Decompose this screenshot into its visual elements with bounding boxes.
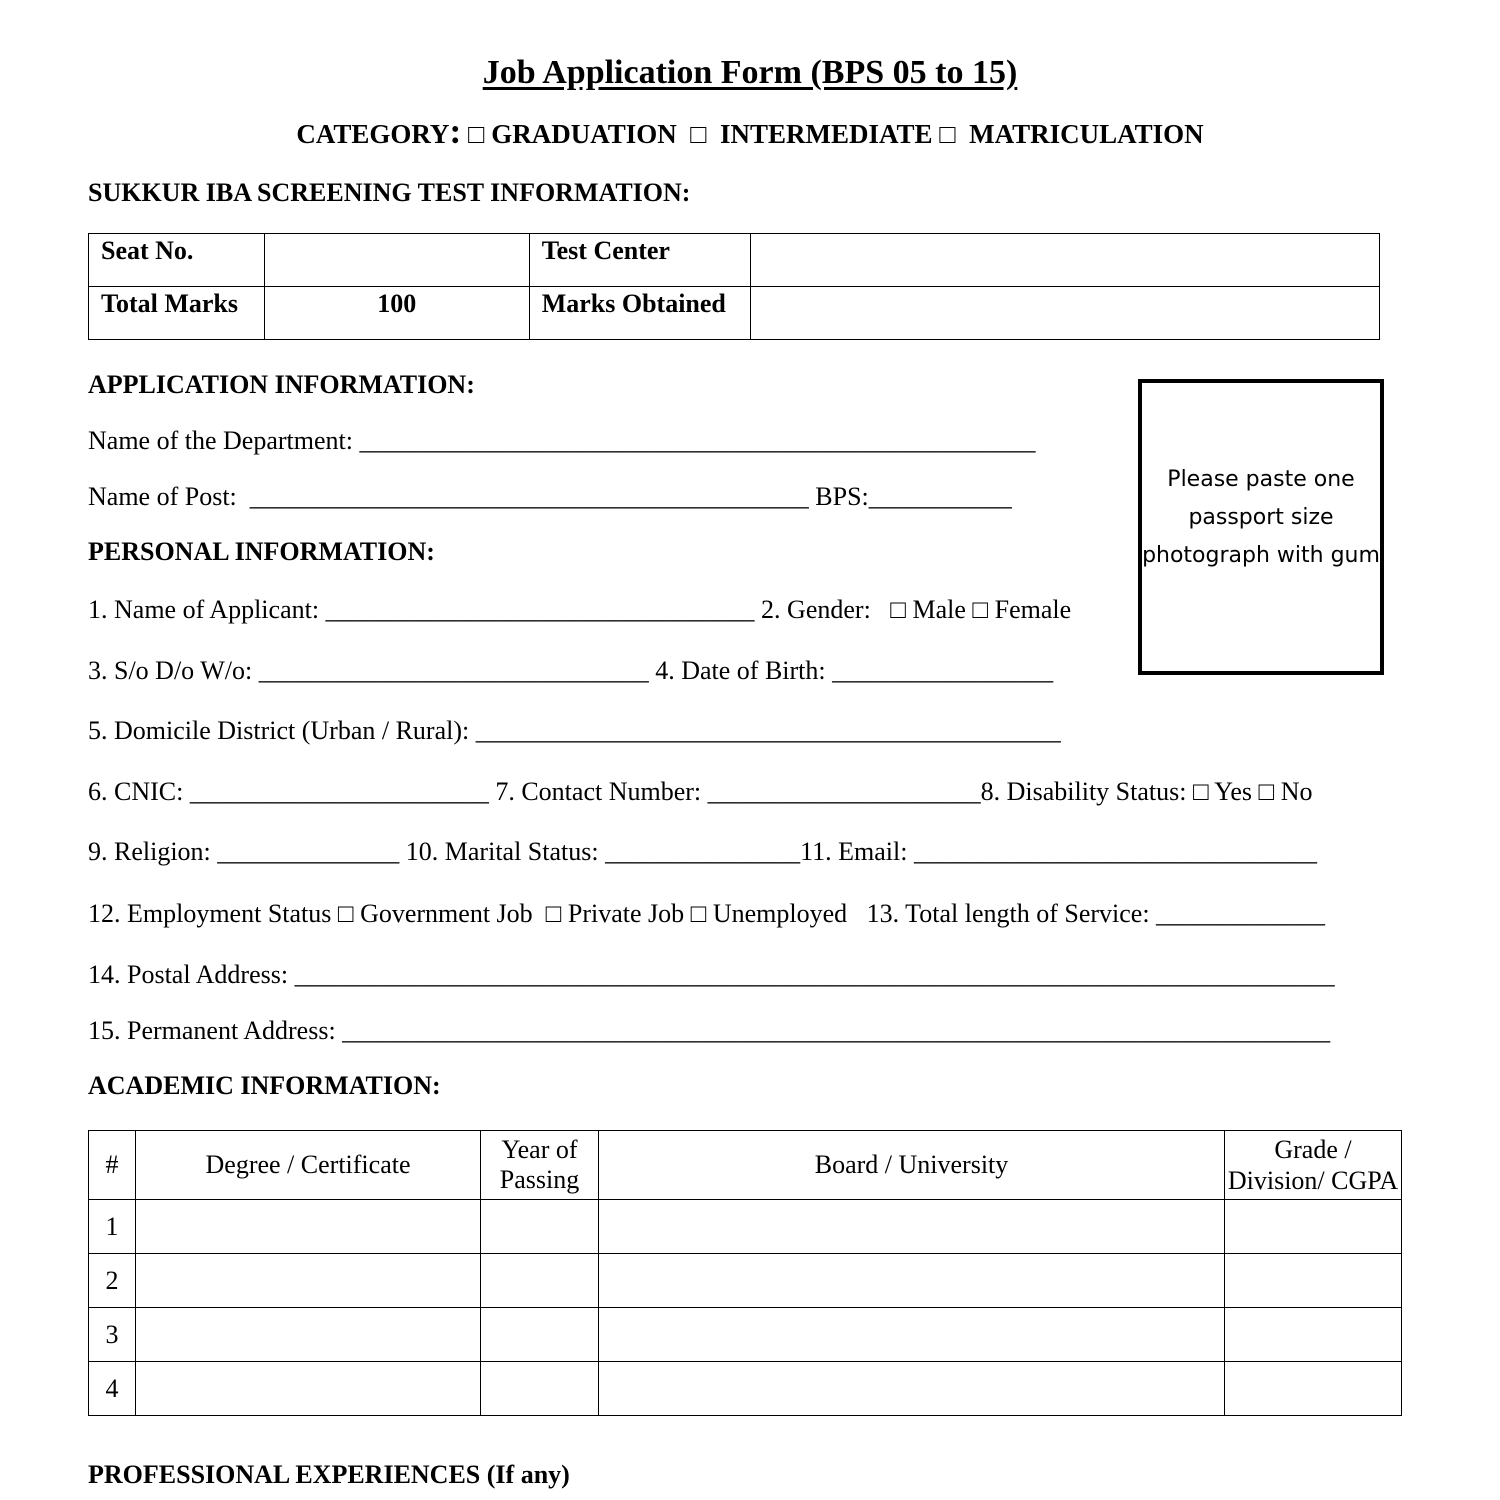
employment-service-line[interactable]: 12. Employment Status □ Government Job □ Private Job □ Unemployed 13. Total length of Service: _____________ — [88, 899, 1326, 928]
professional-experience-heading: PROFESSIONAL EXPERIENCES (If any) — [88, 1460, 570, 1489]
relation-dob-line[interactable]: 3. S/o D/o W/o: ______________________________ 4. Date of Birth: _________________ — [88, 656, 1054, 685]
test-info-heading: SUKKUR IBA SCREENING TEST INFORMATION: — [88, 178, 691, 207]
column-header — [1225, 1131, 1402, 1200]
year-cell[interactable] — [481, 1254, 599, 1308]
marks-obtained-label: Marks Obtained — [529, 287, 750, 340]
category-label: CATEGORY — [296, 119, 450, 149]
marks-obtained-field[interactable] — [750, 287, 1379, 340]
test-info-table — [88, 233, 1380, 340]
column-header: Year of Passing — [481, 1131, 599, 1200]
grade-cell[interactable] — [1225, 1308, 1402, 1362]
photo-instruction: Please paste one passport size photograph with gum — [1142, 467, 1380, 568]
board-cell[interactable] — [599, 1362, 1225, 1416]
degree-cell[interactable] — [136, 1308, 481, 1362]
row-number: 3 — [89, 1308, 136, 1362]
total-marks-value: 100 — [264, 287, 529, 340]
board-cell[interactable] — [599, 1254, 1225, 1308]
board-cell[interactable] — [599, 1200, 1225, 1254]
category-option-graduation: GRADUATION — [491, 119, 677, 149]
category-option-intermediate: INTERMEDIATE — [720, 119, 933, 149]
seat-no-field[interactable] — [264, 234, 529, 287]
column-header: # — [89, 1131, 136, 1200]
table-row — [89, 1362, 1402, 1416]
application-info-heading: APPLICATION INFORMATION: — [88, 370, 475, 399]
column-header: Board / University — [599, 1131, 1225, 1200]
applicant-name-gender-line[interactable]: 1. Name of Applicant: _________________________________ 2. Gender: □ Male □ Female — [88, 595, 1072, 624]
academic-table — [88, 1130, 1402, 1416]
post-field[interactable]: Name of Post: ___________________________________________ BPS:___________ — [88, 482, 1012, 511]
category-line — [0, 110, 1500, 152]
page-title: Job Application Form (BPS 05 to 15) — [482, 54, 1018, 91]
religion-marital-email-line[interactable]: 9. Religion: ______________ 10. Marital Status: _______________11. Email: _______________________________ — [88, 837, 1317, 866]
photo-box — [1138, 379, 1384, 675]
postal-address-line[interactable]: 14. Postal Address: ________________________________________________________________________________ — [88, 960, 1335, 989]
table-row — [89, 1200, 1402, 1254]
row-number: 1 — [89, 1200, 136, 1254]
grade-cell[interactable] — [1225, 1254, 1402, 1308]
matriculation-checkbox[interactable]: □ — [939, 119, 956, 149]
department-field[interactable]: Name of the Department: ____________________________________________________ — [88, 426, 1036, 455]
table-row — [89, 1308, 1402, 1362]
category-option-matriculation: MATRICULATION — [969, 119, 1204, 149]
year-cell[interactable] — [481, 1200, 599, 1254]
column-header: Degree / Certificate — [136, 1131, 481, 1200]
academic-info-heading: ACADEMIC INFORMATION: — [88, 1071, 441, 1100]
degree-cell[interactable] — [136, 1200, 481, 1254]
grade-cell[interactable] — [1225, 1200, 1402, 1254]
grade-cell[interactable] — [1225, 1362, 1402, 1416]
test-center-field[interactable] — [750, 234, 1379, 287]
year-cell[interactable] — [481, 1362, 599, 1416]
total-marks-label: Total Marks — [89, 287, 265, 340]
degree-cell[interactable] — [136, 1362, 481, 1416]
permanent-address-line[interactable]: 15. Permanent Address: ____________________________________________________________________________ — [88, 1016, 1331, 1045]
test-center-label: Test Center — [529, 234, 750, 287]
table-row — [89, 1254, 1402, 1308]
seat-no-label: Seat No. — [89, 234, 265, 287]
board-cell[interactable] — [599, 1308, 1225, 1362]
grade-header-text: Grade / Division/ CGPA — [1227, 1135, 1399, 1195]
category-colon: : — [449, 111, 462, 151]
year-cell[interactable] — [481, 1308, 599, 1362]
cnic-contact-disability-line[interactable]: 6. CNIC: _______________________ 7. Contact Number: _____________________8. Disability Status: □ Yes □ No — [88, 777, 1313, 806]
intermediate-checkbox[interactable]: □ — [690, 119, 707, 149]
graduation-checkbox[interactable]: □ — [468, 119, 485, 149]
degree-cell[interactable] — [136, 1254, 481, 1308]
row-number: 2 — [89, 1254, 136, 1308]
row-number: 4 — [89, 1362, 136, 1416]
domicile-line[interactable]: 5. Domicile District (Urban / Rural): _____________________________________________ — [88, 716, 1061, 745]
personal-info-heading: PERSONAL INFORMATION: — [88, 537, 435, 566]
